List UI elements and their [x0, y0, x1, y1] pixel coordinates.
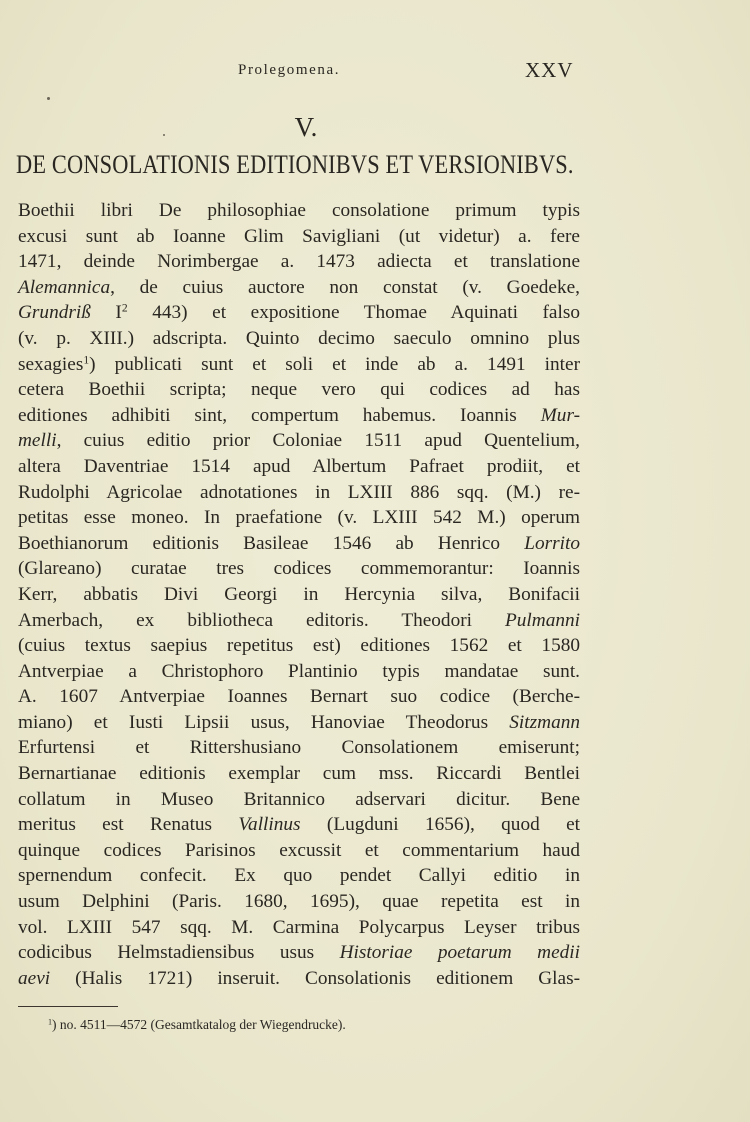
footnote-marker: 1 — [48, 1017, 53, 1027]
text-line: Rudolphi Agricolae adnotationes in LXIII 886 sqq. (M.) re- — [18, 481, 580, 503]
text-line: Kerr, abbatis Divi Georgi in Hercynia silva, Bonifacii — [18, 583, 580, 605]
footnote — [48, 1017, 346, 1033]
italic-term: aevi — [18, 967, 51, 989]
text-line: aevi (Halis 1721) inseruit. Consolationis editionem Glas- — [18, 967, 580, 989]
text-line: codicibus Helmstadiensibus usus Historiae poetarum medii — [18, 942, 580, 964]
text-line: melli, cuius editio prior Coloniae 1511 apud Quentelium, — [18, 430, 580, 452]
text-line: sexagies$^1$) publicati sunt et soli et inde ab a. 1491 inter — [18, 353, 580, 375]
text-line: petitas esse moneo. In praefatione (v. LXIII 542 M.) operum — [18, 507, 580, 529]
italic-term: Historiae poetarum medii — [339, 942, 580, 964]
text-line: spernendum confecit. Ex quo pendet Callyi editio in — [18, 865, 580, 887]
body-paragraph — [18, 198, 580, 991]
section-title: DE CONSOLATIONIS EDITIONIBVS ET VERSIONIBVS. — [16, 150, 574, 179]
italic-term: Lorrito — [524, 532, 580, 554]
italic-term: melli — [18, 430, 57, 452]
text-line: 1471, deinde Norimbergae a. 1473 adiecta et translatione — [18, 251, 580, 273]
text-line: Grundriß $I^2$ 443) et expositione Thomae Aquinati falso — [18, 302, 580, 324]
text-line: Boethianorum editionis Basileae 1546 ab Henrico Lorrito — [18, 532, 580, 554]
text-line: usum Delphini (Paris. 1680, 1695), quae repetita est in — [18, 891, 580, 913]
text-line: (cuius textus saepius repetitus est) editiones 1562 et 1580 — [18, 635, 580, 657]
text-line: Bernartianae editionis exemplar cum mss. Riccardi Bentlei — [18, 763, 580, 785]
text-line: Boethii libri De philosophiae consolatione primum typis — [18, 200, 580, 221]
paper-speck — [47, 97, 50, 100]
text-line: cetera Boethii scripta; neque vero qui codices ad has — [18, 379, 580, 401]
text-line: excusi sunt ab Ioanne Glim Savigliani (ut videtur) a. fere — [18, 225, 580, 247]
italic-term: Sitzmann — [509, 711, 580, 733]
text-line: Erfurtensi et Rittershusiano Consolationem emiserunt; — [18, 737, 580, 759]
text-line: Alemannica, de cuius auctore non constat (v. Goedeke, — [18, 276, 580, 298]
footnote-ref: 1 — [83, 353, 90, 367]
superscript: 2 — [121, 302, 128, 316]
text-line: quinque codices Parisinos excussit et commentarium haud — [18, 839, 580, 861]
text-line: Amerbach, ex bibliotheca editoris. Theodori Pulmanni — [18, 609, 580, 631]
text-line: meritus est Renatus Vallinus (Lugduni 1656), quod et — [18, 814, 580, 836]
text-line: vol. LXIII 547 sqq. M. Carmina Polycarpus Leyser tribus — [18, 916, 580, 938]
running-head — [0, 58, 750, 88]
italic-term: Grundriß — [18, 302, 91, 324]
footnote-text: ) no. 4511—4572 (Gesamtkatalog der Wiegendrucke). — [52, 1017, 346, 1032]
text-line: miano) et Iusti Lipsii usus, Hanoviae Theodorus Sitzmann — [18, 711, 580, 733]
text-line: editiones adhibiti sint, compertum habemus. Ioannis Mur- — [18, 404, 580, 426]
footnote-rule — [18, 1006, 118, 1007]
section-number: V. — [294, 112, 318, 142]
italic-term: Pulmanni — [505, 609, 580, 631]
italic-term: Mur- — [540, 404, 580, 426]
text-line: A. 1607 Antverpiae Ioannes Bernart suo codice (Berche- — [18, 686, 580, 708]
running-title: Prolegomena. — [238, 62, 341, 78]
text-line: altera Daventriae 1514 apud Albertum Pafraet prodiit, et — [18, 455, 580, 477]
italic-term: Vallinus — [238, 814, 301, 836]
italic-term: Alemannica — [18, 276, 111, 298]
text-line: (v. p. XIII.) adscripta. Quinto decimo saeculo omnino plus — [18, 327, 580, 349]
text-line: Antverpiae a Christophoro Plantinio typis mandatae sunt. — [18, 660, 580, 682]
text-line: collatum in Museo Britannico adservari dicitur. Bene — [18, 788, 580, 810]
page-number: XXV — [525, 58, 574, 82]
text-line: (Glareano) curatae tres codices commemorantur: Ioannis — [18, 558, 580, 580]
